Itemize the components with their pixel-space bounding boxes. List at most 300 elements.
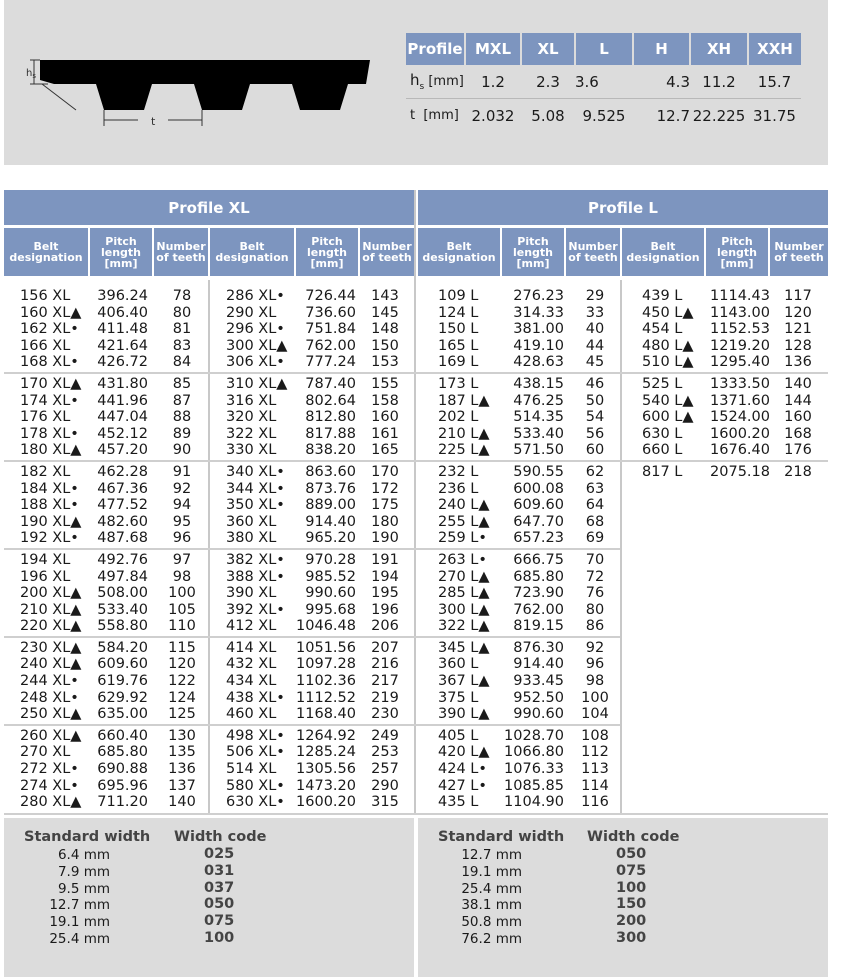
- pitch-length: 462.28: [97, 463, 148, 480]
- pitch-length: 1333.50: [710, 375, 770, 392]
- t-row: [406, 99, 801, 133]
- pitch-length: 1066.80: [504, 744, 564, 761]
- pitch-length: 863.60: [305, 463, 356, 480]
- pitch-length: 477.52: [97, 497, 148, 514]
- belt-designation: 450 L▲: [642, 304, 694, 321]
- belt-designation: 196 XL: [20, 568, 71, 585]
- profile-dimensions-table: [406, 33, 801, 132]
- belt-designation: 263 L•: [438, 551, 487, 568]
- belt-designation: 817 L: [642, 463, 683, 480]
- teeth-count: 44: [585, 337, 605, 354]
- teeth-count: 120: [168, 656, 196, 673]
- pitch-length: 1076.33: [504, 761, 564, 778]
- pitch-length: 482.60: [97, 513, 148, 530]
- profile-header-cell: XXH: [748, 33, 801, 65]
- teeth-count: 95: [172, 513, 192, 530]
- pitch-length: 1085.85: [504, 777, 564, 794]
- pitch-length: 726.44: [305, 288, 356, 304]
- l-col1-designations: [438, 288, 490, 811]
- pitch-length: 514.35: [513, 409, 564, 426]
- t-value: 22.225: [692, 106, 746, 125]
- teeth-count: 194: [371, 568, 399, 585]
- width-code: 100: [616, 879, 647, 896]
- belt-designation: 230 XL▲: [20, 639, 82, 656]
- belt-designation: 350 XL•: [226, 497, 285, 514]
- teeth-count: 175: [371, 497, 399, 514]
- belt-designation: 156 XL: [20, 288, 71, 304]
- belt-designation: 109 L: [438, 288, 479, 304]
- col-header-pitch: Pitch length [mm]: [706, 228, 768, 276]
- teeth-count: 140: [168, 794, 196, 811]
- width-code: 050: [204, 896, 235, 913]
- col-header-teeth: Number of teeth: [360, 228, 414, 276]
- belt-designation: 412 XL: [226, 618, 277, 635]
- belt-designation: 255 L▲: [438, 513, 490, 530]
- belt-designation: 322 L▲: [438, 618, 490, 635]
- pitch-length: 914.40: [305, 513, 356, 530]
- belt-designation: 168 XL•: [20, 354, 79, 371]
- col-header-designation: Belt designation: [622, 228, 704, 276]
- belt-designation: 180 XL▲: [20, 442, 82, 459]
- teeth-count: 63: [585, 480, 605, 497]
- pitch-length: 787.40: [305, 375, 356, 392]
- pitch-length: 1143.00: [710, 304, 770, 321]
- teeth-count: 160: [784, 409, 812, 426]
- pitch-length: 314.33: [513, 304, 564, 321]
- teeth-count: 98: [585, 673, 605, 690]
- belt-designation: 162 XL•: [20, 321, 79, 338]
- col-header-designation: Belt designation: [210, 228, 294, 276]
- belt-designation: 174 XL•: [20, 392, 79, 409]
- teeth-count: 145: [371, 304, 399, 321]
- teeth-count: 116: [581, 794, 609, 811]
- standard-width: 25.4 mm: [461, 880, 522, 897]
- belt-designation: 210 XL▲: [20, 601, 82, 618]
- belt-designation: 514 XL: [226, 761, 277, 778]
- teeth-count: 120: [784, 304, 812, 321]
- belt-designation: 439 L: [642, 288, 683, 304]
- pitch-length: 1295.40: [710, 354, 770, 371]
- width-code: 037: [204, 879, 235, 896]
- col-header-pitch: Pitch length [mm]: [502, 228, 564, 276]
- belt-designation: 190 XL▲: [20, 513, 82, 530]
- belt-designation: 427 L•: [438, 777, 487, 794]
- belt-designation: 460 XL: [226, 706, 277, 723]
- belt-designation: 310 XL▲: [226, 375, 288, 392]
- pitch-length: 1600.20: [710, 425, 770, 442]
- teeth-count: 89: [172, 425, 192, 442]
- standard-width: 38.1 mm: [461, 897, 522, 914]
- teeth-count: 190: [371, 530, 399, 547]
- pitch-length: 629.92: [97, 689, 148, 706]
- l-width-codes: [616, 846, 646, 947]
- pitch-length: 817.88: [305, 425, 356, 442]
- belt-designation: 200 XL▲: [20, 585, 82, 602]
- teeth-count: 78: [172, 288, 192, 304]
- belt-designation: 210 L▲: [438, 425, 490, 442]
- pitch-length: 1371.60: [710, 392, 770, 409]
- belt-designation: 322 XL: [226, 425, 277, 442]
- pitch-length: 1104.90: [504, 794, 564, 811]
- belt-designation: 286 XL•: [226, 288, 285, 304]
- teeth-count: 50: [585, 392, 605, 409]
- belt-designation: 124 L: [438, 304, 479, 321]
- belt-designation: 540 L▲: [642, 392, 694, 409]
- belt-designation: 306 XL•: [226, 354, 285, 371]
- xl-col2-teeth: [364, 288, 406, 811]
- belt-designation: 330 XL: [226, 442, 277, 459]
- belt-designation: 480 L▲: [642, 337, 694, 354]
- teeth-count: 45: [585, 354, 605, 371]
- teeth-count: 110: [168, 618, 196, 635]
- teeth-count: 92: [172, 480, 192, 497]
- pitch-length: 508.00: [97, 585, 148, 602]
- belt-designation: 169 L: [438, 354, 479, 371]
- pitch-length: 995.68: [305, 601, 356, 618]
- belt-designation: 176 XL: [20, 409, 71, 426]
- belt-designation: 382 XL•: [226, 551, 285, 568]
- belt-designation: 188 XL•: [20, 497, 79, 514]
- belt-designation: 340 XL•: [226, 463, 285, 480]
- pitch-length: 723.90: [513, 585, 564, 602]
- t-row-label: t [mm]: [410, 108, 459, 123]
- teeth-count: 249: [371, 727, 399, 744]
- teeth-count: 72: [585, 568, 605, 585]
- pitch-length: 497.84: [97, 568, 148, 585]
- teeth-count: 64: [585, 497, 605, 514]
- teeth-count: 96: [172, 530, 192, 547]
- pitch-length: 1112.52: [296, 689, 356, 706]
- belt-designation: 420 L▲: [438, 744, 490, 761]
- hs-label: $h_s$: [26, 68, 36, 80]
- teeth-count: 112: [581, 744, 609, 761]
- teeth-count: 196: [371, 601, 399, 618]
- profile-header-cell: Profile: [406, 33, 465, 65]
- pitch-length: 970.28: [305, 551, 356, 568]
- column-divider: [620, 280, 622, 813]
- pitch-length: 276.23: [513, 288, 564, 304]
- pitch-length: 1102.36: [296, 673, 356, 690]
- belt-designation: 390 XL: [226, 585, 277, 602]
- l-standard-widths: [450, 847, 522, 948]
- block-divider: [4, 813, 828, 815]
- pitch-length: 762.00: [513, 601, 564, 618]
- belt-designation: 166 XL: [20, 337, 71, 354]
- hs-row: [406, 65, 801, 99]
- teeth-count: 114: [581, 777, 609, 794]
- teeth-count: 100: [168, 585, 196, 602]
- pitch-length: 441.96: [97, 392, 148, 409]
- col-header-pitch: Pitch length [mm]: [90, 228, 152, 276]
- pitch-length: 1600.20: [296, 794, 356, 811]
- belt-designation: 220 XL▲: [20, 618, 82, 635]
- teeth-count: 76: [585, 585, 605, 602]
- xl-col1-designations: [20, 288, 81, 811]
- belt-designation: 388 XL•: [226, 568, 285, 585]
- width-code: 075: [616, 862, 647, 879]
- teeth-count: 96: [585, 656, 605, 673]
- pitch-length: 965.20: [305, 530, 356, 547]
- pitch-length: 476.25: [513, 392, 564, 409]
- width-code: 200: [616, 913, 647, 930]
- belt-designation: 270 XL: [20, 744, 71, 761]
- profile-l-title: Profile L: [418, 190, 828, 225]
- pitch-length: 419.10: [513, 337, 564, 354]
- hs-value: 11.2: [690, 65, 748, 99]
- belt-designation: 424 L•: [438, 761, 487, 778]
- belt-designation: 438 XL•: [226, 689, 285, 706]
- pitch-length: 1264.92: [296, 727, 356, 744]
- teeth-count: 140: [784, 375, 812, 392]
- teeth-count: 104: [581, 706, 609, 723]
- belt-designation: 296 XL•: [226, 321, 285, 338]
- teeth-count: 125: [168, 706, 196, 723]
- t-label: t: [151, 115, 156, 128]
- teeth-count: 54: [585, 409, 605, 426]
- pitch-length: 600.08: [513, 480, 564, 497]
- belt-shape: [40, 60, 370, 110]
- belt-designation: 414 XL: [226, 639, 277, 656]
- teeth-count: 195: [371, 585, 399, 602]
- belt-designation: 272 XL•: [20, 761, 79, 778]
- pitch-length: 838.20: [305, 442, 356, 459]
- t-value: 12.7: [656, 106, 690, 125]
- pitch-length: 1473.20: [296, 777, 356, 794]
- t-value: 5.08: [531, 106, 565, 125]
- belt-designation: 184 XL•: [20, 480, 79, 497]
- hs-value: 3.6: [575, 65, 633, 99]
- pitch-length: 411.48: [97, 321, 148, 338]
- t-value: 9.525: [582, 106, 626, 125]
- l-width-code-title: Width code: [587, 829, 680, 845]
- pitch-length: 452.12: [97, 425, 148, 442]
- teeth-count: 135: [168, 744, 196, 761]
- standard-width: 50.8 mm: [461, 914, 522, 931]
- belt-designation: 367 L▲: [438, 673, 490, 690]
- belt-designation: 375 L: [438, 689, 479, 706]
- belt-designation: 392 XL•: [226, 601, 285, 618]
- pitch-length: 406.40: [97, 304, 148, 321]
- belt-designation: 260 XL▲: [20, 727, 82, 744]
- belt-designation: 232 L: [438, 463, 479, 480]
- teeth-count: 33: [585, 304, 605, 321]
- belt-designation: 290 XL: [226, 304, 277, 321]
- belt-designation: 178 XL•: [20, 425, 79, 442]
- teeth-count: 121: [784, 321, 812, 338]
- teeth-count: 69: [585, 530, 605, 547]
- pitch-length: 428.63: [513, 354, 564, 371]
- teeth-count: 40: [585, 321, 605, 338]
- belt-designation: 274 XL•: [20, 777, 79, 794]
- column-divider: [208, 280, 210, 813]
- pitch-length: 609.60: [513, 497, 564, 514]
- belt-designation: 432 XL: [226, 656, 277, 673]
- teeth-count: 130: [168, 727, 196, 744]
- belt-designation: 580 XL•: [226, 777, 285, 794]
- belt-designation: 170 XL▲: [20, 375, 82, 392]
- col-header-pitch: Pitch length [mm]: [296, 228, 358, 276]
- standard-width: 19.1 mm: [461, 863, 522, 880]
- teeth-count: 117: [784, 288, 812, 304]
- teeth-count: 105: [168, 601, 196, 618]
- belt-designation: 660 L: [642, 442, 683, 459]
- belt-designation: 202 L: [438, 409, 479, 426]
- teeth-count: 253: [371, 744, 399, 761]
- teeth-count: 206: [371, 618, 399, 635]
- teeth-count: 81: [172, 321, 192, 338]
- pitch-length: 990.60: [305, 585, 356, 602]
- hs-value: 15.7: [748, 65, 801, 99]
- teeth-count: 60: [585, 442, 605, 459]
- pitch-length: 467.36: [97, 480, 148, 497]
- profile-header-cell: L: [575, 33, 633, 65]
- belt-designation: 345 L▲: [438, 639, 490, 656]
- pitch-length: 666.75: [513, 551, 564, 568]
- belt-designation: 194 XL: [20, 551, 71, 568]
- teeth-count: 158: [371, 392, 399, 409]
- profile-header-row: [406, 33, 801, 65]
- profile-header-cell: XL: [521, 33, 575, 65]
- belt-designation: 150 L: [438, 321, 479, 338]
- standard-width: 7.9 mm: [57, 863, 110, 880]
- teeth-count: 128: [784, 337, 812, 354]
- standard-width: 25.4 mm: [49, 930, 110, 947]
- belt-designation: 300 L▲: [438, 601, 490, 618]
- belt-designation: 390 L▲: [438, 706, 490, 723]
- belt-designation: 320 XL: [226, 409, 277, 426]
- pitch-length: 619.76: [97, 673, 148, 690]
- teeth-count: 56: [585, 425, 605, 442]
- teeth-count: 115: [168, 639, 196, 656]
- pitch-length: 584.20: [97, 639, 148, 656]
- pitch-length: 685.80: [513, 568, 564, 585]
- standard-width: 12.7 mm: [49, 897, 110, 914]
- teeth-count: 257: [371, 761, 399, 778]
- standard-width: 9.5 mm: [57, 880, 110, 897]
- xl-col1-teeth: [160, 288, 204, 811]
- teeth-count: 165: [371, 442, 399, 459]
- xl-col1-pitch: [88, 288, 148, 811]
- belt-designation: 630 XL•: [226, 794, 285, 811]
- width-code: 025: [204, 846, 235, 862]
- xl-col2-pitch: [290, 288, 356, 811]
- teeth-count: 160: [371, 409, 399, 426]
- belt-designation: 225 L▲: [438, 442, 490, 459]
- pitch-length: 873.76: [305, 480, 356, 497]
- teeth-count: 97: [172, 551, 192, 568]
- teeth-count: 124: [168, 689, 196, 706]
- belt-designation: 344 XL•: [226, 480, 285, 497]
- width-code: 050: [616, 846, 647, 862]
- standard-width: 19.1 mm: [49, 914, 110, 931]
- pitch-length: 421.64: [97, 337, 148, 354]
- pitch-length: 1028.70: [504, 727, 564, 744]
- pitch-length: 1168.40: [296, 706, 356, 723]
- teeth-count: 98: [172, 568, 192, 585]
- pitch-length: 952.50: [513, 689, 564, 706]
- belt-designation: 259 L•: [438, 530, 487, 547]
- width-code: 075: [204, 913, 235, 930]
- pitch-length: 396.24: [97, 288, 148, 304]
- teeth-count: 290: [371, 777, 399, 794]
- pitch-length: 777.24: [305, 354, 356, 371]
- teeth-count: 91: [172, 463, 192, 480]
- belt-designation: 187 L▲: [438, 392, 490, 409]
- pitch-length: 736.60: [305, 304, 356, 321]
- belt-designation: 280 XL▲: [20, 794, 82, 811]
- pitch-length: 558.80: [97, 618, 148, 635]
- group-divider: [414, 190, 416, 813]
- pitch-length: 933.45: [513, 673, 564, 690]
- pitch-length: 695.96: [97, 777, 148, 794]
- teeth-count: 315: [371, 794, 399, 811]
- l-col2-pitch: [702, 288, 770, 481]
- pitch-length: 990.60: [513, 706, 564, 723]
- pitch-length: 2075.18: [710, 463, 770, 480]
- teeth-count: 137: [168, 777, 196, 794]
- teeth-count: 143: [371, 288, 399, 304]
- belt-designation: 165 L: [438, 337, 479, 354]
- teeth-count: 92: [585, 639, 605, 656]
- teeth-count: 80: [172, 304, 192, 321]
- teeth-count: 217: [371, 673, 399, 690]
- hs-row-label: $h_s$ [mm]: [406, 65, 465, 99]
- teeth-count: 85: [172, 375, 192, 392]
- xl-standard-width-title: Standard width: [24, 829, 151, 845]
- teeth-count: 83: [172, 337, 192, 354]
- l-standard-width-title: Standard width: [438, 829, 565, 845]
- teeth-count: 168: [784, 425, 812, 442]
- belt-designation: 250 XL▲: [20, 706, 82, 723]
- teeth-count: 176: [784, 442, 812, 459]
- pitch-length: 590.55: [513, 463, 564, 480]
- belt-designation: 316 XL: [226, 392, 277, 409]
- teeth-count: 172: [371, 480, 399, 497]
- teeth-count: 68: [585, 513, 605, 530]
- pitch-length: 711.20: [97, 794, 148, 811]
- belt-designation: 498 XL•: [226, 727, 285, 744]
- pitch-length: 802.64: [305, 392, 356, 409]
- belt-designation: 285 L▲: [438, 585, 490, 602]
- teeth-count: 62: [585, 463, 605, 480]
- l-col2-designations: [642, 288, 694, 481]
- teeth-count: 80: [585, 601, 605, 618]
- pitch-length: 690.88: [97, 761, 148, 778]
- teeth-count: 218: [784, 463, 812, 480]
- belt-designation: 244 XL•: [20, 673, 79, 690]
- teeth-count: 86: [585, 618, 605, 635]
- belt-designation: 360 L: [438, 656, 479, 673]
- teeth-count: 84: [172, 354, 192, 371]
- teeth-count: 155: [371, 375, 399, 392]
- teeth-count: 29: [585, 288, 605, 304]
- hs-value: 1.2: [465, 65, 521, 99]
- pitch-length: 438.15: [513, 375, 564, 392]
- teeth-count: 90: [172, 442, 192, 459]
- teeth-count: 180: [371, 513, 399, 530]
- pitch-length: 1046.48: [296, 618, 356, 635]
- pitch-length: 812.80: [305, 409, 356, 426]
- width-code: 300: [616, 929, 647, 946]
- pitch-length: 457.20: [97, 442, 148, 459]
- teeth-count: 70: [585, 551, 605, 568]
- standard-width: 76.2 mm: [461, 930, 522, 947]
- pitch-length: 533.40: [513, 425, 564, 442]
- teeth-count: 122: [168, 673, 196, 690]
- belt-designation: 600 L▲: [642, 409, 694, 426]
- teeth-count: 216: [371, 656, 399, 673]
- teeth-count: 170: [371, 463, 399, 480]
